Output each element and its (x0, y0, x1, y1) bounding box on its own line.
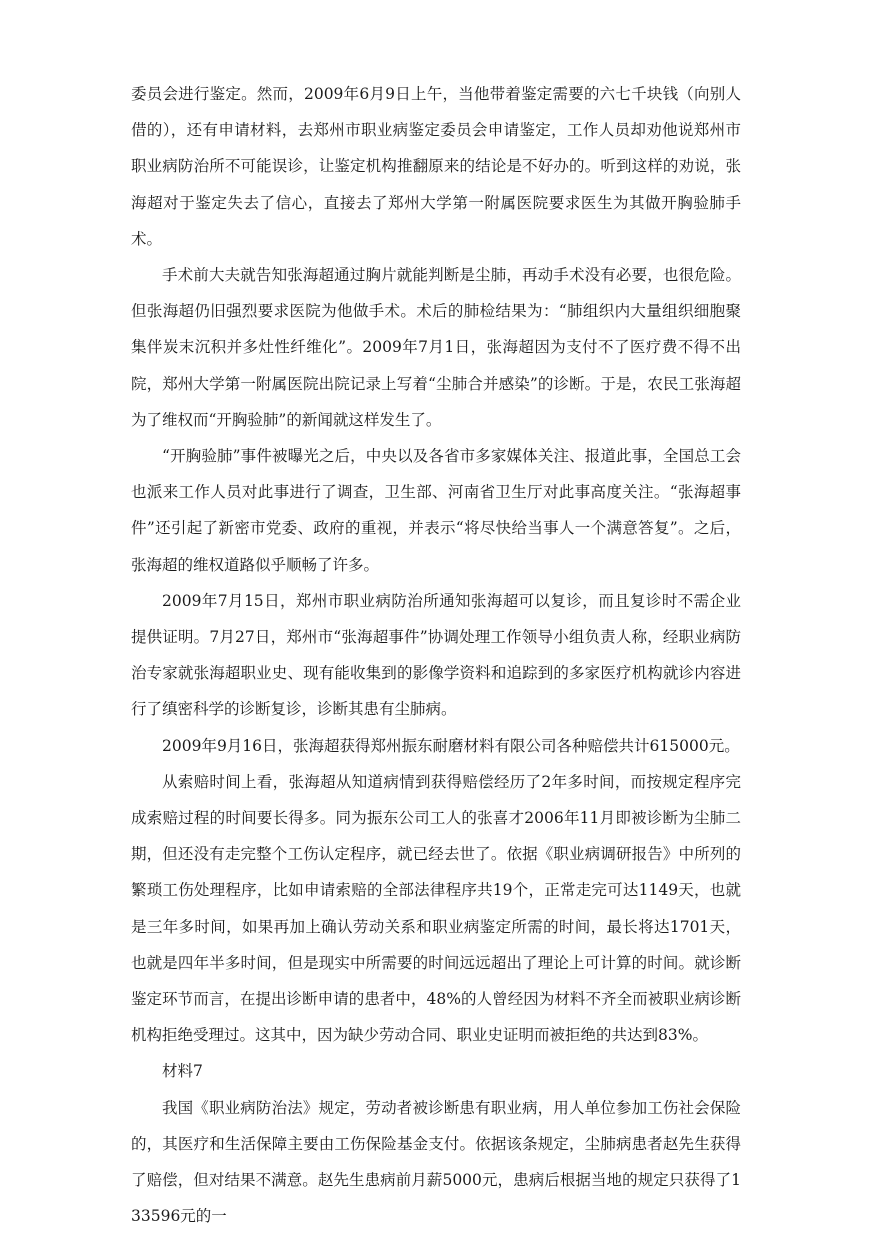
paragraph-compensation: 2009年9月16日，张海超获得郑州振东耐磨材料有限公司各种赔偿共计615000元。 (162, 736, 740, 755)
paragraph-law-provision: 我国《职业病防治法》规定，劳动者被诊断患有职业病，用人单位参加工伤社会保险的，其医疗和生活保障主要由工伤保险基金支付。依据该条规定，尘肺病患者赵先生获得了赔偿，但对结果不满意。赵先生患病前月薪5000元，患病后根据当地的规定只获得了133596元的一 (131, 1098, 741, 1226)
paragraph-claim-duration: 从索赔时间上看，张海超从知道病情到获得赔偿经历了2年多时间，而按规定程序完成索赔过程的时间要长得多。同为振东公司工人的张喜才2006年11月即被诊断为尘肺二期，但还没有走完整个工伤认定程序，就已经去世了。依据《职业病调研报告》中所列的繁琐工伤处理程序，比如申请索赔的全部法律程序共19个，正常走完可达1149天，也就是三年多时间，如果再加上确认劳动关系和职业病鉴定所需的时间，最长将达1701天，也就是四年半多时间，但是现实中所需要的时间远远超出了理论上可计算的时间。就诊断鉴定环节而言，在提出诊断申请的患者中，48%的人曾经因为材料不齐全而被职业病诊断机构拒绝受理过。这其中，因为缺少劳动合同、职业史证明而被拒绝的共达到83%。 (131, 772, 741, 1045)
paragraph-continuation: 委员会进行鉴定。然而，2009年6月9日上午，当他带着鉴定需要的六七千块钱（向别人借的），还有申请材料，去郑州市职业病鉴定委员会申请鉴定，工作人员却劝他说郑州市职业病防治所不可能误诊，让鉴定机构推翻原来的结论是不好办的。听到这样的劝说，张海超对于鉴定失去了信心，直接去了郑州大学第一附属医院要求医生为其做开胸验肺手术。 (131, 85, 741, 248)
paragraph-reexamination: 2009年7月15日，郑州市职业病防治所通知张海超可以复诊，而且复诊时不需企业提供证明。7月27日，郑州市“张海超事件”协调处理工作领导小组负责人称，经职业病防治专家就张海超职业史、现有能收集到的影像学资料和追踪到的多家医疗机构就诊内容进行了缜密科学的诊断复诊，诊断其患有尘肺病。 (131, 591, 741, 719)
document-body (131, 76, 741, 1235)
paragraph-media-exposure: “开胸验肺”事件被曝光之后，中央以及各省市多家媒体关注、报道此事，全国总工会也派来工作人员对此事进行了调查，卫生部、河南省卫生厅对此事高度关注。“张海超事件”还引起了新密市党委、政府的重视，并表示“将尽快给当事人一个满意答复”。之后，张海超的维权道路似乎顺畅了许多。 (131, 447, 741, 574)
section-heading-material-7: 材料7 (162, 1062, 203, 1081)
paragraph-surgery: 手术前大夫就告知张海超通过胸片就能判断是尘肺，再动手术没有必要，也很危险。但张海超仍旧强烈要求医院为他做手术。术后的肺检结果为：“肺组织内大量组织细胞聚集伴炭末沉积并多灶性纤维化”。2009年7月1日，张海超因为支付不了医疗费不得不出院，郑州大学第一附属医院出院记录上写着“尘肺合并感染”的诊断。于是，农民工张海超为了维权而“开胸验肺”的新闻就这样发生了。 (131, 266, 741, 429)
